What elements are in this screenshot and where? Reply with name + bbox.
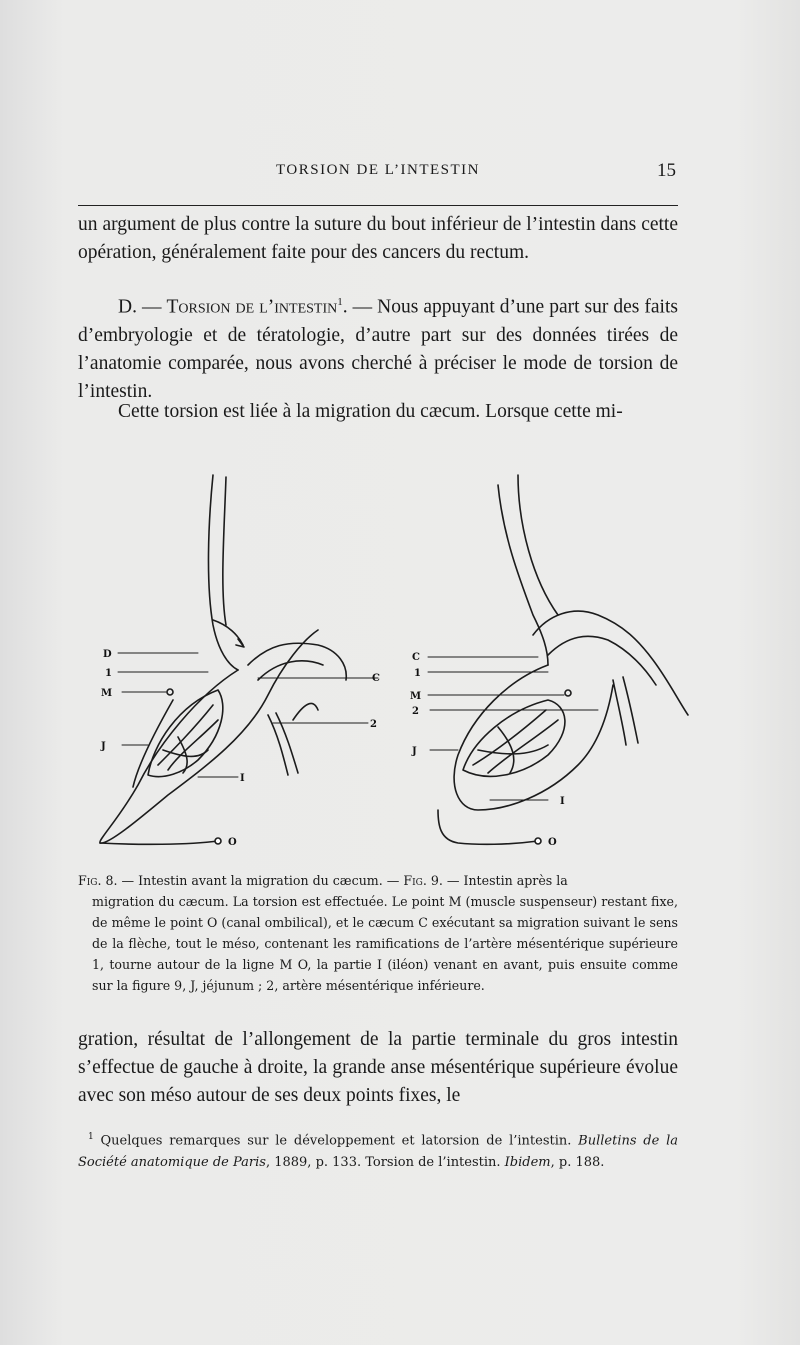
intestine-illustration — [78, 465, 698, 865]
fig9-label-1: 1 — [414, 668, 421, 679]
fig8-duodenum-outline-inner — [223, 477, 226, 625]
fig8-caption-text: — Intestin avant la migration du cæcum. — — [117, 873, 404, 888]
fig8-label-D: D — [103, 649, 112, 660]
footnote-ref: 1 — [337, 296, 343, 308]
fig8-caption-label: Fig. 8. — [78, 873, 118, 888]
footnote-marker: 1 — [88, 1132, 94, 1142]
header-rule — [78, 205, 678, 206]
fig9-caption-label: Fig. 9. — [403, 873, 443, 888]
fig8-label-M: M — [101, 688, 113, 699]
fig9-label-2: 2 — [412, 706, 419, 717]
fig9-label-C: C — [412, 652, 420, 663]
footnote-ibidem: Ibidem — [504, 1155, 551, 1171]
fig9-label-M: M — [410, 691, 422, 702]
fig9-duodenum-outline — [498, 485, 548, 665]
paragraph-4: gration, résultat de l’allongement de la partie terminale du gros intestin s’effectue de gauche à droite, la grande anse mésentérique supérieure évolue avec son méso autour de ses deux points fixes, le — [78, 1029, 678, 1106]
fig8-artery-2 — [268, 703, 318, 775]
caption-body: migration du cæcum. La torsion est effectuée. Le point M (muscle suspenseur) restant fixe, de même le point O (canal ombilical), et le cæcum C exécutant sa migration suivant le sens de la flèche, tout le méso, contenant les ramifications de l’artère mésentérique supérieure 1, tourne autour de la ligne M O, la partie I (iléon) venant en avant, puis ensuite comme sur la figure 9, J, jéjunum ; 2, artère mésentérique inférieure. — [92, 894, 678, 993]
fig9-caption-text: — Intestin après la — [442, 873, 568, 888]
paragraph-2-body: . — Nous appuyant d’une part sur des faits d’embryologie et de tératologie, d’autre part sur des données tirées de l’anatomie comparée, nous avons cherché à préciser le mode de torsion de l’intestin. — [78, 296, 678, 402]
running-title: TORSION DE L’INTESTIN — [276, 162, 480, 178]
fig8-label-1: 1 — [105, 668, 112, 679]
fig9-label-J: J — [412, 746, 417, 757]
fig8-stalk-O — [100, 841, 218, 844]
page-header — [78, 160, 678, 186]
fig8-label-J: J — [101, 741, 106, 752]
footnote-text-c: , p. 188. — [550, 1155, 605, 1171]
fig8-label-C: C — [372, 673, 380, 684]
fig8-label-I: I — [240, 773, 245, 784]
fig9-label-O: O — [548, 837, 557, 848]
footnote — [78, 1126, 678, 1174]
fig9-duodenum-outline-inner — [518, 475, 558, 615]
fig9-label-I: I — [560, 796, 565, 807]
paragraph-1: un argument de plus contre la suture du bout inférieur de l’intestin dans cette opération, généralement faite pour des cancers du rectum. — [78, 214, 678, 263]
section-heading: Torsion de l’intestin — [166, 296, 338, 318]
fig8-label-2: 2 — [370, 719, 377, 730]
fig8-loop-inner — [133, 700, 173, 787]
footnote-text-a: Quelques remarques sur le développement et latorsion de l’intestin. — [93, 1133, 579, 1149]
paragraph-3: Cette torsion est liée à la migration du cæcum. Lorsque cette mi- — [118, 401, 623, 422]
fig9-stalk-O — [438, 810, 538, 844]
footnote-journal: Bulletins de la Société anatomique de Paris — [78, 1133, 678, 1171]
section-letter: D. — — [118, 296, 167, 318]
page-number: 15 — [657, 160, 676, 181]
paragraph-2 — [78, 288, 678, 406]
fig9-artery-2 — [613, 677, 638, 745]
figure-8-9 — [78, 465, 698, 865]
footnote-text-b: , 1889, p. 133. Torsion de l’intestin. — [265, 1155, 505, 1171]
figure-caption — [78, 870, 678, 996]
fig8-label-O: O — [228, 837, 237, 848]
